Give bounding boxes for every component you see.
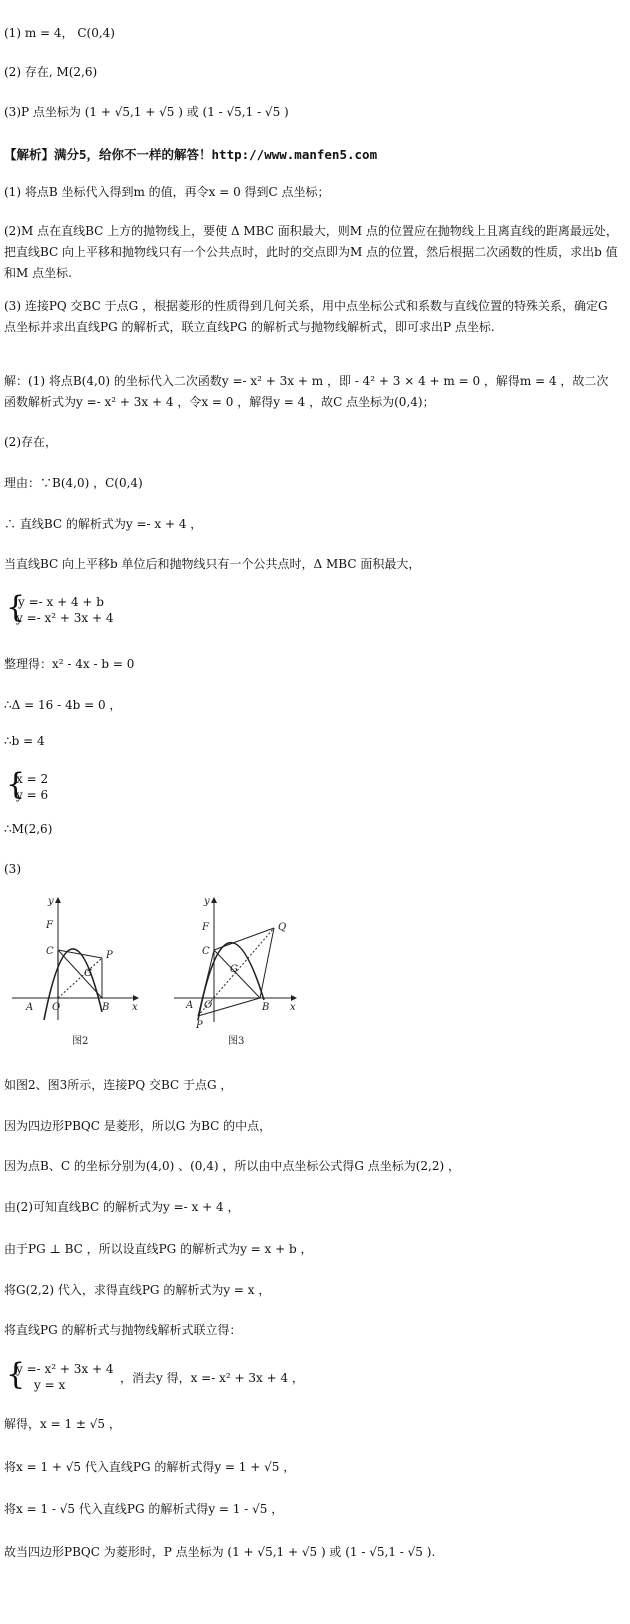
analysis-point-2: (2)M 点在直线BC 上方的抛物线上，要使 Δ MBC 面积最大，则M 点的位置应在抛物线上且离直线的距离最远处，把直线BC 向上平移和抛物线只有一个公共点时，此时的交点即为M 点的位置，然后根据二次函数的性质，求出b 值和M 点坐标.	[4, 224, 618, 280]
line-segment	[214, 928, 274, 950]
label-p: P	[196, 1020, 203, 1031]
solution-exists: (2)存在，	[4, 435, 57, 449]
solution-reason: 理由：∵B(4,0) ，C(0,4)	[4, 476, 143, 490]
answer-1: (1) m = 4， C(0,4)	[4, 26, 115, 40]
label-o: O	[52, 1002, 61, 1013]
left-brace: {	[6, 590, 26, 625]
solution-part-3-label: (3)	[4, 862, 21, 876]
system-2-row-1: x = 2	[16, 772, 49, 786]
label-a: A	[26, 1002, 34, 1013]
label-g: G	[230, 964, 238, 975]
equation-system-1	[4, 590, 204, 627]
label-a: A	[186, 1000, 194, 1011]
label-f: F	[202, 922, 209, 933]
label-y: y	[48, 896, 54, 907]
label-b: B	[262, 1002, 270, 1013]
part3-text-2: 因为四边形PBQC 是菱形，所以G 为BC 的中点，	[4, 1119, 272, 1133]
system-2-row-2: y = 6	[16, 788, 49, 802]
part3-text-1: 如图2、图3所示，连接PQ 交BC 于点G ，	[4, 1078, 233, 1092]
left-brace: {	[6, 1357, 26, 1392]
figure-2	[10, 892, 150, 1054]
answer-2: (2) 存在, M(2,6)	[4, 65, 98, 79]
system-1-row-2: y =- x² + 3x + 4	[16, 611, 114, 625]
line-segment	[58, 958, 102, 998]
system-3-tail: ，消去y 得，x =- x² + 3x + 4 ，	[120, 1371, 304, 1385]
equation-system-3	[4, 1357, 304, 1394]
label-g: G	[84, 968, 92, 979]
label-f: F	[46, 920, 53, 931]
label-b: B	[102, 1002, 110, 1013]
solution-simplify: 整理得：x² - 4x - b = 0	[4, 657, 135, 671]
system-3-row-1: y =- x² + 3x + 4	[16, 1362, 114, 1376]
analysis-point-3: (3) 连接PQ 交BC 于点G ，根据菱形的性质得到几何关系，用中点坐标公式和系数与直线位置的特殊关系，确定G 点坐标并求出直线PG 的解析式，联立直线PG 的解析式与抛物线解析式，即可求出P 点坐标.	[4, 299, 608, 334]
solution-part-1: 解：(1) 将点B(4,0) 的坐标代入二次函数y =- x² + 3x + m ，即 - 4² + 3 × 4 + m = 0 ，解得m = 4 ，故二次函数解析式为y =- x² + 3x + 4 ，令x = 0 ，解得y = 4 ，故C 点坐标为(0,4)；	[4, 374, 609, 409]
answer-3: (3)P 点坐标为 (1 + √5,1 + √5 ) 或 (1 - √5,1 - √5 )	[4, 105, 289, 119]
part3-text-10: 将x = 1 - √5 代入直线PG 的解析式得y = 1 - √5 ，	[4, 1502, 284, 1516]
label-x: x	[290, 1002, 296, 1013]
part3-text-4: 由(2)可知直线BC 的解析式为y =- x + 4 ，	[4, 1200, 240, 1214]
label-q: Q	[278, 922, 287, 933]
part3-text-7: 将直线PG 的解析式与抛物线解析式联立得：	[4, 1323, 242, 1337]
analysis-point-1: (1) 将点B 坐标代入得到m 的值，再令x = 0 得到C 点坐标；	[4, 185, 330, 199]
analysis-header: 【解析】满分5，给你不一样的解答！http://www.manfen5.com	[4, 147, 378, 162]
label-c: C	[46, 946, 54, 957]
figure-3-caption: 图3	[228, 1036, 245, 1047]
system-1-row-1: y =- x + 4 + b	[18, 595, 104, 609]
equation-system-2	[4, 767, 124, 804]
label-y: y	[204, 896, 210, 907]
part3-text-11: 故当四边形PBQC 为菱形时，P 点坐标为 (1 + √5,1 + √5 ) 或 (1 - √5,1 - √5 ).	[4, 1545, 436, 1559]
label-o: O	[204, 1000, 213, 1011]
solution-line-bc: ∴ 直线BC 的解析式为y =- x + 4 ，	[4, 517, 203, 531]
solution-b-value: ∴b = 4	[4, 734, 45, 748]
left-brace: {	[6, 767, 26, 802]
part3-text-5: 由于PG ⊥ BC ，所以设直线PG 的解析式为y = x + b ，	[4, 1242, 313, 1256]
solution-m-point: ∴M(2,6)	[4, 822, 53, 836]
figure-2-caption: 图2	[72, 1036, 89, 1047]
system-3-row-2: y = x	[34, 1378, 66, 1392]
part3-text-6: 将G(2,2) 代入，求得直线PG 的解析式为y = x ，	[4, 1283, 271, 1297]
label-x: x	[132, 1002, 138, 1013]
part3-text-8: 解得，x = 1 ± √5 ，	[4, 1417, 121, 1431]
label-c: C	[202, 946, 210, 957]
label-p: P	[106, 950, 113, 961]
figure-3	[170, 892, 310, 1054]
solution-translate: 当直线BC 向上平移b 单位后和抛物线只有一个公共点时，Δ MBC 面积最大，	[4, 557, 421, 571]
part3-text-3: 因为点B、C 的坐标分别为(4,0) 、(0,4) ，所以由中点坐标公式得G 点坐标为(2,2) ，	[4, 1159, 461, 1173]
part3-text-9: 将x = 1 + √5 代入直线PG 的解析式得y = 1 + √5 ，	[4, 1460, 296, 1474]
solution-discriminant: ∴Δ = 16 - 4b = 0 ，	[4, 698, 122, 712]
line-segment	[260, 928, 274, 998]
